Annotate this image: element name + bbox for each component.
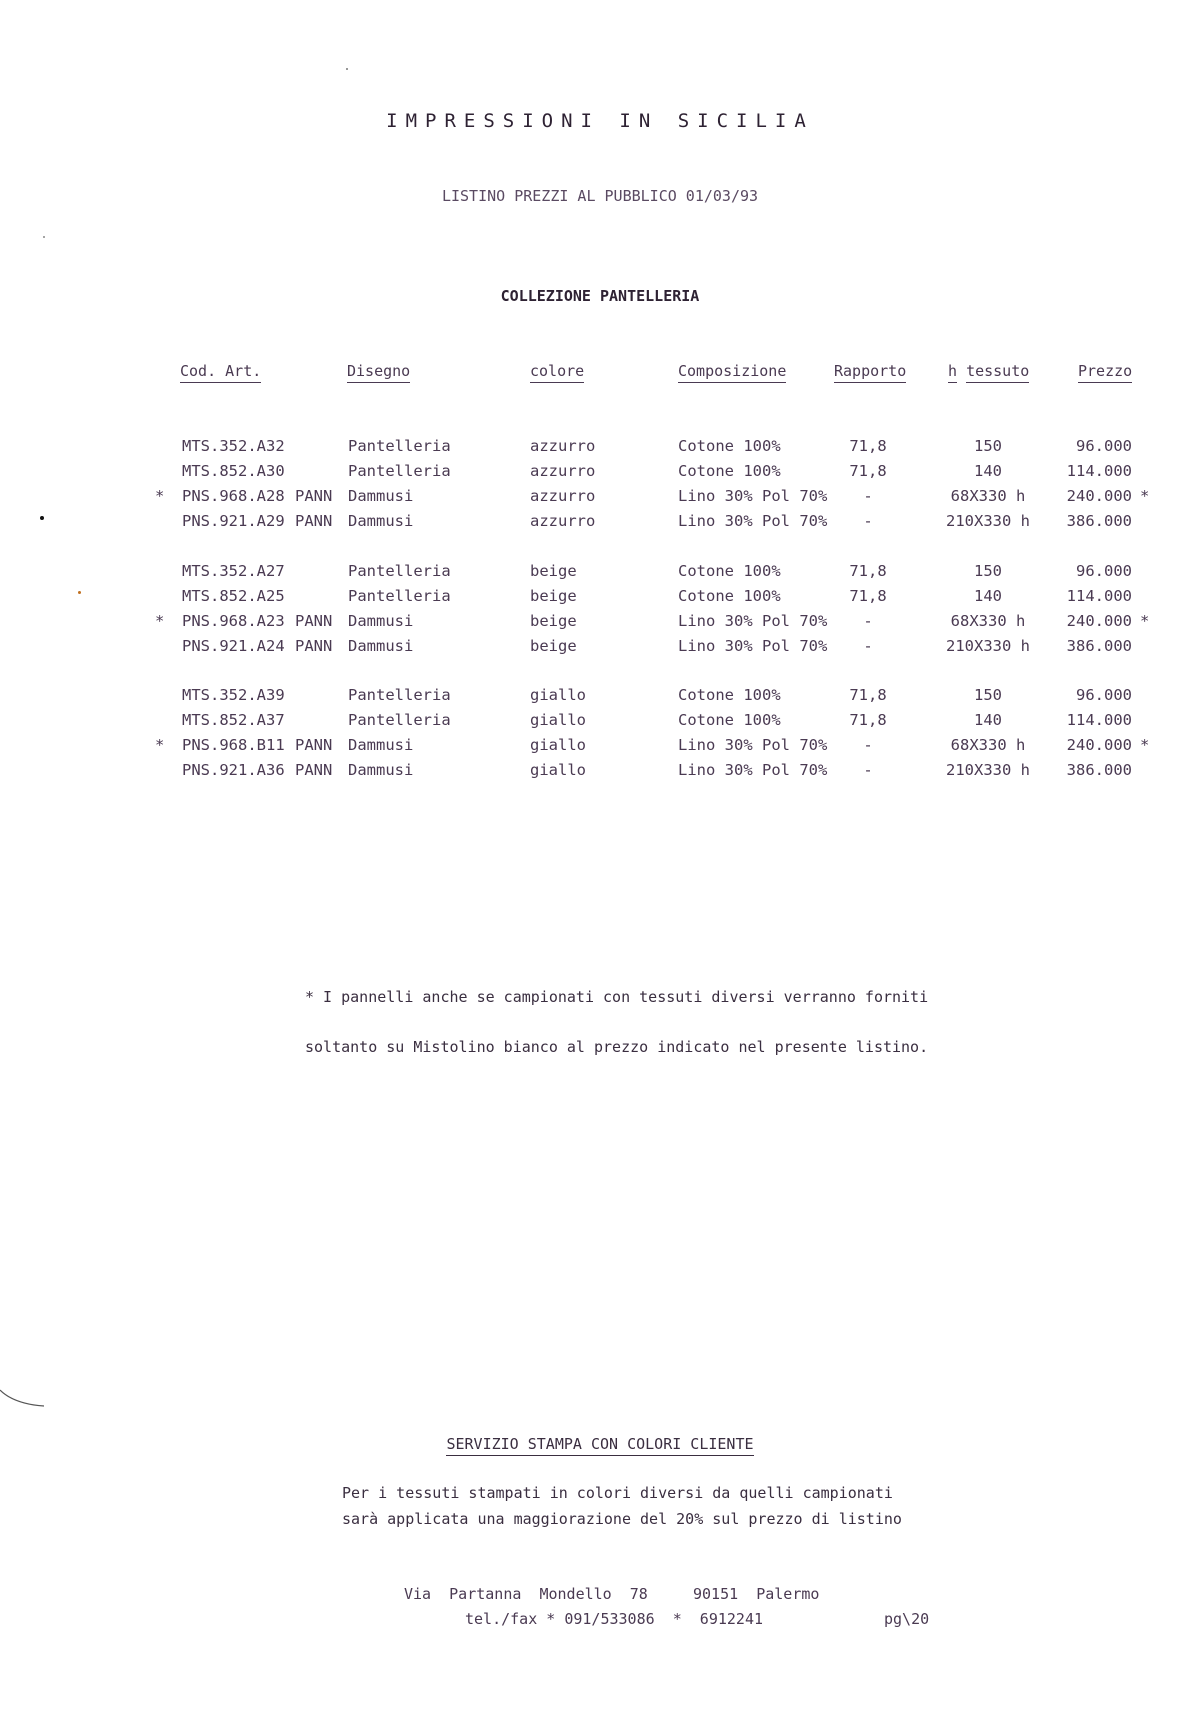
- column-header-design: Disegno: [347, 362, 410, 380]
- cell-color: beige: [530, 587, 577, 605]
- scan-speck: [78, 591, 81, 594]
- cell-code: PNS.968.A28: [182, 487, 285, 505]
- cell-price: 114.000: [1066, 587, 1132, 605]
- cell-fabric: 150: [974, 437, 1002, 455]
- column-header-code: Cod. Art.: [180, 362, 261, 380]
- cell-design: Pantelleria: [348, 686, 451, 704]
- cell-repeat: 71,8: [849, 686, 887, 704]
- cell-code: PNS.921.A36: [182, 761, 285, 779]
- cell-design: Pantelleria: [348, 462, 451, 480]
- cell-tag: PANN: [295, 637, 333, 655]
- cell-code: PNS.968.A23: [182, 612, 285, 630]
- service-text-line-1: Per i tessuti stampati in colori diversi da quelli campionati: [342, 1484, 893, 1502]
- cell-price: 96.000: [1076, 686, 1132, 704]
- row-mark: *: [155, 736, 165, 754]
- row-mark: *: [155, 487, 165, 505]
- footer-address: Via Partanna Mondello 78 90151 Palermo: [404, 1585, 820, 1603]
- cell-composition: Lino 30% Pol 70%: [678, 761, 828, 779]
- cell-repeat: 71,8: [849, 462, 887, 480]
- cell-color: giallo: [530, 686, 586, 704]
- cell-price: 96.000: [1076, 437, 1132, 455]
- cell-design: Pantelleria: [348, 711, 451, 729]
- document-title: IMPRESSIONI IN SICILIA: [386, 110, 814, 132]
- service-text-line-2: sarà applicata una maggiorazione del 20% sul prezzo di listino: [342, 1510, 902, 1528]
- cell-price: 240.000: [1066, 487, 1132, 505]
- cell-composition: Lino 30% Pol 70%: [678, 637, 828, 655]
- cell-design: Dammusi: [348, 487, 414, 505]
- cell-composition: Cotone 100%: [678, 437, 781, 455]
- cell-repeat: -: [863, 612, 873, 630]
- cell-code: PNS.921.A29: [182, 512, 285, 530]
- cell-fabric: 210X330 h: [946, 512, 1030, 530]
- price-mark: *: [1140, 612, 1150, 630]
- cell-tag: PANN: [295, 761, 333, 779]
- cell-fabric: 150: [974, 562, 1002, 580]
- cell-tag: PANN: [295, 736, 333, 754]
- price-list-subtitle: LISTINO PREZZI AL PUBBLICO 01/03/93: [441, 187, 759, 205]
- cell-code: MTS.352.A39: [182, 686, 285, 704]
- cell-fabric: 140: [974, 462, 1002, 480]
- cell-color: beige: [530, 612, 577, 630]
- cell-design: Dammusi: [348, 761, 414, 779]
- cell-color: beige: [530, 562, 577, 580]
- cell-price: 240.000: [1066, 612, 1132, 630]
- cell-repeat: 71,8: [849, 711, 887, 729]
- cell-design: Dammusi: [348, 612, 414, 630]
- cell-fabric: 68X330 h: [950, 487, 1026, 505]
- scan-edge-mark: [0, 1388, 50, 1414]
- cell-fabric: 68X330 h: [950, 736, 1026, 754]
- cell-color: giallo: [530, 761, 586, 779]
- cell-color: azzurro: [530, 437, 596, 455]
- cell-code: PNS.921.A24: [182, 637, 285, 655]
- cell-composition: Lino 30% Pol 70%: [678, 612, 828, 630]
- scan-speck: [40, 516, 44, 520]
- cell-composition: Cotone 100%: [678, 562, 781, 580]
- cell-repeat: -: [863, 761, 873, 779]
- cell-color: giallo: [530, 711, 586, 729]
- price-mark: *: [1140, 487, 1150, 505]
- cell-price: 240.000: [1066, 736, 1132, 754]
- price-mark: *: [1140, 736, 1150, 754]
- cell-tag: PANN: [295, 487, 333, 505]
- cell-design: Pantelleria: [348, 562, 451, 580]
- cell-tag: PANN: [295, 512, 333, 530]
- cell-design: Dammusi: [348, 637, 414, 655]
- cell-composition: Lino 30% Pol 70%: [678, 736, 828, 754]
- cell-code: MTS.852.A25: [182, 587, 285, 605]
- cell-composition: Cotone 100%: [678, 587, 781, 605]
- cell-fabric: 210X330 h: [946, 637, 1030, 655]
- cell-price: 96.000: [1076, 562, 1132, 580]
- cell-code: MTS.852.A30: [182, 462, 285, 480]
- scan-speck: [43, 236, 45, 238]
- cell-code: MTS.852.A37: [182, 711, 285, 729]
- cell-repeat: -: [863, 736, 873, 754]
- cell-price: 114.000: [1066, 462, 1132, 480]
- scan-speck: [346, 68, 348, 70]
- cell-repeat: -: [863, 512, 873, 530]
- column-header-fabric: h tessuto: [948, 362, 1029, 380]
- cell-design: Dammusi: [348, 512, 414, 530]
- cell-color: azzurro: [530, 487, 596, 505]
- cell-price: 386.000: [1066, 512, 1132, 530]
- cell-composition: Cotone 100%: [678, 711, 781, 729]
- cell-code: PNS.968.B11: [182, 736, 285, 754]
- cell-color: azzurro: [530, 462, 596, 480]
- cell-design: Dammusi: [348, 736, 414, 754]
- page-number: pg\20: [884, 1610, 930, 1628]
- column-header-price: Prezzo: [1078, 362, 1132, 380]
- cell-color: giallo: [530, 736, 586, 754]
- panel-note-line-1: * I pannelli anche se campionati con tessuti diversi verranno forniti: [305, 988, 929, 1006]
- service-title: SERVIZIO STAMPA CON COLORI CLIENTE: [0, 1435, 1200, 1453]
- column-header-repeat: Rapporto: [834, 362, 906, 380]
- cell-repeat: -: [863, 637, 873, 655]
- row-mark: *: [155, 612, 165, 630]
- cell-repeat: 71,8: [849, 562, 887, 580]
- cell-fabric: 150: [974, 686, 1002, 704]
- cell-composition: Lino 30% Pol 70%: [678, 512, 828, 530]
- cell-price: 386.000: [1066, 637, 1132, 655]
- cell-composition: Lino 30% Pol 70%: [678, 487, 828, 505]
- cell-fabric: 68X330 h: [950, 612, 1026, 630]
- cell-fabric: 140: [974, 711, 1002, 729]
- cell-fabric: 210X330 h: [946, 761, 1030, 779]
- cell-price: 114.000: [1066, 711, 1132, 729]
- cell-code: MTS.352.A32: [182, 437, 285, 455]
- cell-repeat: 71,8: [849, 437, 887, 455]
- footer-contact: tel./fax * 091/533086 * 6912241: [465, 1610, 764, 1628]
- cell-price: 386.000: [1066, 761, 1132, 779]
- cell-code: MTS.352.A27: [182, 562, 285, 580]
- panel-note-line-2: soltanto su Mistolino bianco al prezzo indicato nel presente listino.: [305, 1038, 929, 1056]
- cell-fabric: 140: [974, 587, 1002, 605]
- column-header-composition: Composizione: [678, 362, 786, 380]
- cell-repeat: -: [863, 487, 873, 505]
- column-header-color: colore: [530, 362, 584, 380]
- cell-composition: Cotone 100%: [678, 686, 781, 704]
- cell-design: Pantelleria: [348, 587, 451, 605]
- cell-composition: Cotone 100%: [678, 462, 781, 480]
- collection-title: COLLEZIONE PANTELLERIA: [500, 287, 700, 305]
- cell-color: beige: [530, 637, 577, 655]
- cell-design: Pantelleria: [348, 437, 451, 455]
- cell-repeat: 71,8: [849, 587, 887, 605]
- cell-color: azzurro: [530, 512, 596, 530]
- cell-tag: PANN: [295, 612, 333, 630]
